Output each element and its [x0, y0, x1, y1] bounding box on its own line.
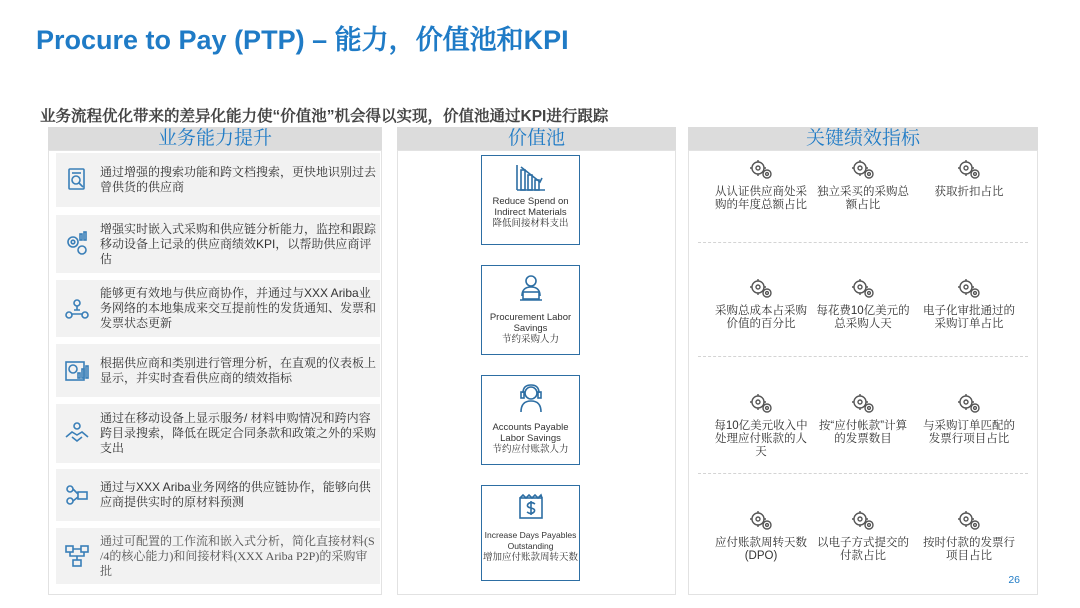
kpi-label: 与采购订单匹配的发票行项目占比 [923, 420, 1015, 445]
value-pool-label-cn: 增加应付账款周转天数 [482, 552, 578, 563]
page-title: Procure to Pay (PTP) – 能力，价值池和KPI [36, 25, 569, 55]
kpi-label: 按时付款的发票行项目占比 [923, 537, 1015, 562]
kpi-gears-icon [713, 275, 809, 303]
value-pool-label-cn: 节约采购人力 [501, 334, 559, 345]
headset-agent-icon [482, 380, 579, 416]
capability-item [56, 344, 380, 397]
kpi-label: 每花费10亿美元的总采购人天 [816, 305, 910, 330]
kpi-label: 以电子方式提交的付款占比 [817, 537, 909, 562]
capabilities-header: 业务能力提升 [48, 127, 382, 150]
dashboard-chart-icon [60, 354, 94, 388]
kpi-item [815, 275, 911, 331]
page-subtitle: 业务流程优化带来的差异化能力使“价值池”机会得以实现，价值池通过KPI进行跟踪 [40, 108, 609, 125]
kpi-gears-icon [713, 156, 809, 184]
kpi-item [921, 507, 1017, 563]
value-pool-label-en: Accounts Payable Labor Savings [492, 422, 569, 444]
value-pool-item [481, 485, 580, 581]
kpi-label: 电子化审批通过的采购订单占比 [923, 305, 1015, 330]
kpi-label: 应付账款周转天数(DPO) [715, 537, 807, 562]
kpi-label: 独立采买的采购总额占比 [817, 186, 909, 211]
kpi-gears-icon [921, 275, 1017, 303]
kpi-item [815, 507, 911, 563]
kpi-label: 按“应付帐款”计算的发票数目 [818, 420, 908, 445]
capability-item [56, 469, 380, 521]
capability-item [56, 404, 380, 463]
kpi-gears-icon [815, 275, 911, 303]
worker-laptop-icon [482, 270, 579, 306]
kpi-gears-icon [815, 156, 911, 184]
kpi-item [713, 507, 809, 563]
kpi-item [921, 156, 1017, 199]
kpi-item [713, 156, 809, 212]
value-pool-label-en: Increase Days Payables Outstanding [484, 530, 577, 551]
kpi-divider [698, 473, 1028, 474]
kpi-item [713, 275, 809, 331]
value-pool-item [481, 375, 580, 465]
kpi-gears-icon [815, 390, 911, 418]
handshake-money-icon [60, 417, 94, 451]
kpi-item [815, 390, 911, 446]
kpi-item [815, 156, 911, 212]
workflow-icon [60, 539, 94, 573]
kpi-gears-icon [713, 507, 809, 535]
kpi-gears-icon [815, 507, 911, 535]
kpi-divider [698, 356, 1028, 357]
page-number: 26 [1008, 574, 1020, 586]
capability-item [56, 528, 380, 584]
capability-text: 根据供应商和类别进行管理分析，在直观的仪表板上显示，并实时查看供应商的绩效指标 [100, 355, 377, 385]
kpi-gears-icon [713, 390, 809, 418]
capability-text: 通过可配置的工作流和嵌入式分析，简化直接材料(S /4的核心能力)和间接材料(XXX Ariba P2P)的采购审批 [100, 533, 375, 578]
kpi-header: 关键绩效指标 [688, 127, 1038, 150]
capability-text: 增强实时嵌入式采购和供应链分析能力，监控和跟踪移动设备上记录的供应商绩效KPI，以帮助供应商评估 [100, 221, 377, 266]
kpi-label: 每10亿美元收入中处理应付账款的人天 [714, 420, 808, 458]
capability-item [56, 153, 380, 207]
capability-item [56, 215, 380, 273]
collaboration-network-icon [60, 292, 94, 326]
capability-text: 通过与XXX Ariba业务网络的供应链协作，能够向供应商提供实时的原材料预测 [100, 480, 371, 509]
kpi-item [921, 390, 1017, 446]
capability-text: 通过增强的搜索功能和跨文档搜索，更快地识别过去曾供货的供应商 [100, 165, 377, 194]
kpi-gears-icon [921, 507, 1017, 535]
analytics-gears-icon [60, 227, 94, 261]
value-pool-label-en: Reduce Spend on Indirect Materials [492, 196, 569, 218]
value-pool-label-cn: 降低间接材料支出 [492, 218, 569, 229]
kpi-gears-icon [921, 390, 1017, 418]
value-pool-header: 价值池 [397, 127, 676, 150]
capability-text: 通过在移动设备上显示服务/ 材料申购情况和跨内容跨目录搜索，降低在既定合同条款和政策之外的采购支出 [100, 411, 377, 455]
capability-item [56, 280, 380, 337]
kpi-divider [698, 242, 1028, 243]
value-pool-label-en: Procurement Labor Savings [489, 312, 572, 334]
spend-down-chart-icon [482, 160, 579, 196]
kpi-label: 采购总成本占采购价值的百分比 [715, 305, 807, 330]
capability-text: 能够更有效地与供应商协作，并通过与XXX Ariba业务网络的本地集成来交互提前性的发货通知、发票和发票状态更新 [100, 286, 377, 330]
kpi-gears-icon [921, 156, 1017, 184]
value-pool-item [481, 265, 580, 355]
kpi-item [713, 390, 809, 459]
invoice-dollar-icon [482, 490, 579, 526]
kpi-label: 获取折扣占比 [934, 186, 1004, 198]
kpi-item [921, 275, 1017, 331]
supply-chain-icon [60, 478, 94, 512]
value-pool-item [481, 155, 580, 245]
value-pool-label-cn: 节约应付账款人力 [492, 444, 569, 455]
kpi-label: 从认证供应商处采购的年度总额占比 [715, 186, 807, 211]
document-search-icon [60, 163, 94, 197]
